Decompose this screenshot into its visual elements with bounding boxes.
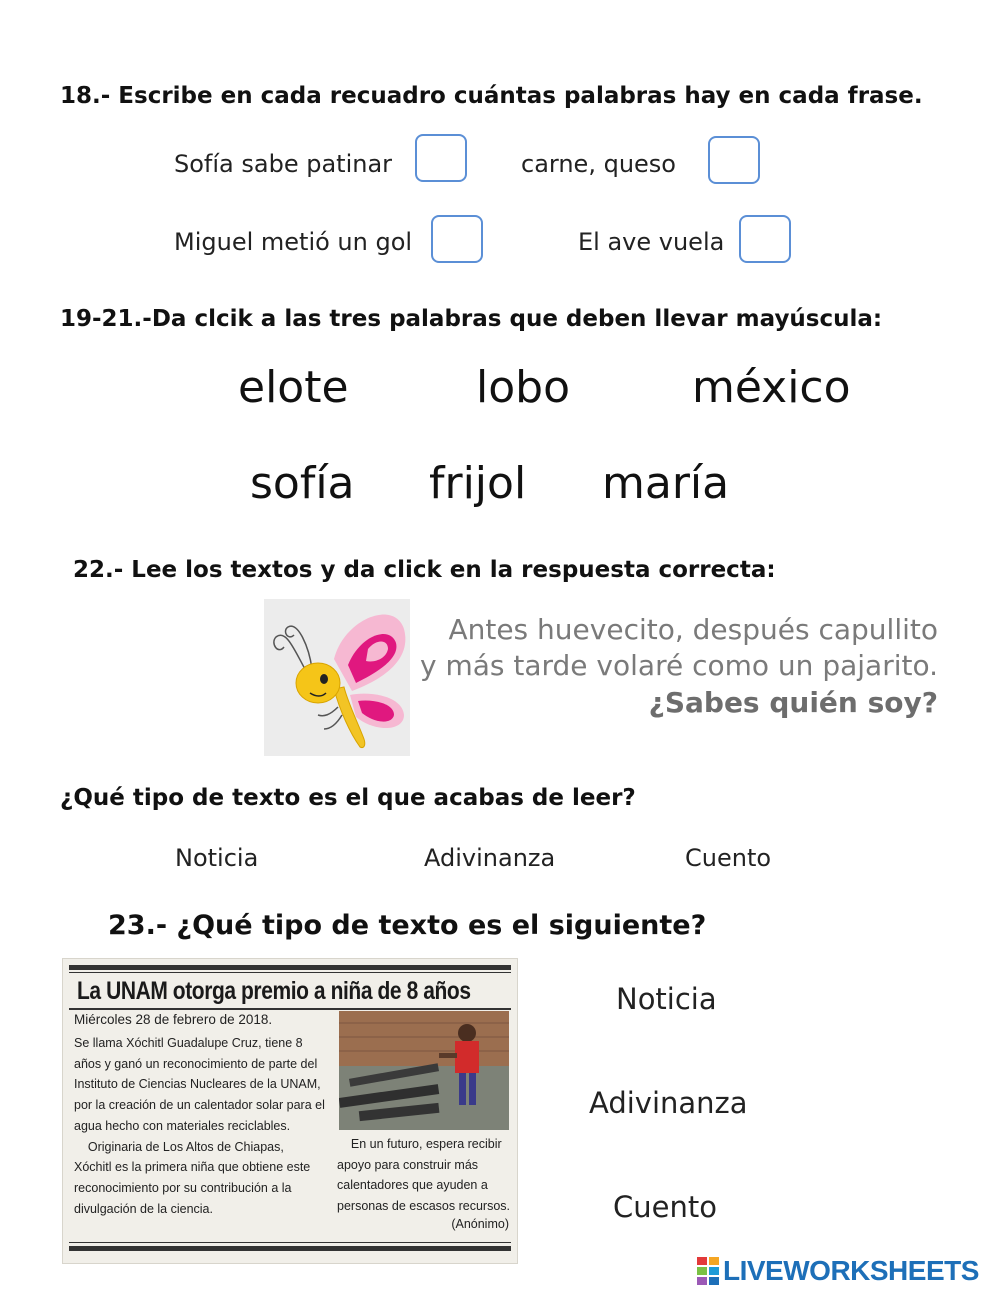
answer-box-3[interactable] [431, 215, 483, 263]
news-column-1 [74, 1033, 336, 1219]
q23-option-cuento[interactable]: Cuento [613, 1190, 717, 1224]
riddle-line-2: y más tarde volaré como un pajarito. [419, 649, 938, 682]
news-rule [69, 965, 511, 970]
word-elote[interactable]: elote [238, 362, 349, 413]
news-date: Miércoles 28 de febrero de 2018. [74, 1012, 273, 1027]
news-rule [69, 1242, 511, 1243]
news-line: calentadores que ayuden a [337, 1178, 488, 1193]
news-rule [69, 972, 511, 973]
news-line: divulgación de la ciencia. [74, 1201, 213, 1216]
q22-title: 22.- Lee los textos y da click en la respuesta correcta: [73, 557, 776, 583]
phrase-2: carne, queso [521, 150, 676, 178]
riddle-line-1: Antes huevecito, después capullito [448, 613, 938, 646]
q22-option-cuento[interactable]: Cuento [685, 844, 772, 872]
logo-mark-icon [697, 1257, 721, 1285]
answer-box-1[interactable] [415, 134, 467, 182]
news-line: apoyo para construir más [337, 1157, 479, 1172]
q22-option-adivinanza[interactable]: Adivinanza [424, 844, 556, 872]
word-frijol[interactable]: frijol [429, 458, 527, 509]
news-line: agua hecho con materiales reciclables. [74, 1118, 291, 1133]
news-column-2 [337, 1134, 515, 1217]
news-line: Se llama Xóchitl Guadalupe Cruz, tiene 8 [74, 1036, 303, 1050]
news-rule [69, 1008, 511, 1010]
q22-question: ¿Qué tipo de texto es el que acabas de leer? [60, 785, 636, 811]
answer-box-4[interactable] [739, 215, 791, 263]
news-headline: La UNAM otorga premio a niña de 8 años [77, 977, 471, 1005]
news-line: En un futuro, espera recibir [337, 1137, 502, 1151]
news-author: (Anónimo) [451, 1217, 509, 1231]
q23-option-noticia[interactable]: Noticia [616, 982, 717, 1016]
news-line: reconocimiento por su contribución a la [74, 1180, 292, 1195]
butterfly-image [264, 599, 410, 756]
news-line: Originaria de Los Altos de Chiapas, [74, 1139, 284, 1154]
phrase-1: Sofía sabe patinar [174, 150, 393, 178]
phrase-4: El ave vuela [578, 228, 725, 256]
word-mexico[interactable]: méxico [692, 362, 851, 413]
word-lobo[interactable]: lobo [476, 362, 570, 413]
q23-title: 23.- ¿Qué tipo de texto es el siguiente? [108, 910, 707, 941]
q18-title: 18.- Escribe en cada recuadro cuántas palabras hay en cada frase. [60, 83, 923, 109]
word-maria[interactable]: maría [602, 458, 730, 509]
logo-text: LIVEWORKSHEETS [723, 1255, 979, 1286]
riddle-question: ¿Sabes quién soy? [648, 686, 938, 719]
news-line: Instituto de Ciencias Nucleares de la UNAM, [74, 1077, 321, 1092]
news-line: personas de escasos recursos. [337, 1199, 511, 1214]
news-clipping [62, 958, 518, 1264]
word-sofia[interactable]: sofía [250, 458, 355, 509]
news-photo [339, 1011, 509, 1130]
news-rule [69, 1246, 511, 1251]
news-line: años y ganó un reconocimiento de parte del [74, 1056, 318, 1071]
q19-title: 19-21.-Da clcik a las tres palabras que deben llevar mayúscula: [60, 306, 883, 332]
q22-option-noticia[interactable]: Noticia [175, 844, 259, 872]
answer-box-2[interactable] [708, 136, 760, 184]
news-line: por la creación de un calentador solar para el [74, 1098, 325, 1113]
q23-option-adivinanza[interactable]: Adivinanza [589, 1086, 748, 1120]
news-line: Xóchitl es la primera niña que obtiene este [74, 1160, 311, 1175]
phrase-3: Miguel metió un gol [174, 228, 413, 256]
